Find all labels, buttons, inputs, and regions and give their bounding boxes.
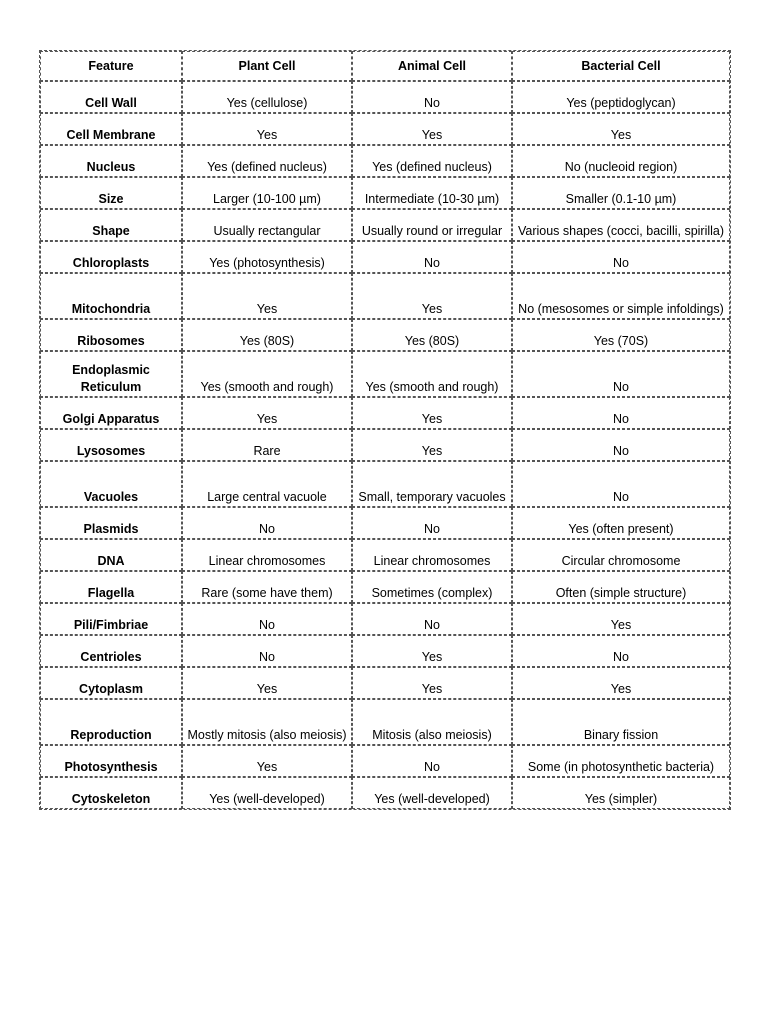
bacterial-cell-value: No (mesosomes or simple infoldings): [512, 273, 730, 319]
animal-cell-value: No: [352, 745, 512, 777]
feature-cell: Mitochondria: [40, 273, 182, 319]
feature-cell: Plasmids: [40, 507, 182, 539]
feature-cell: Ribosomes: [40, 319, 182, 351]
plant-cell-value: Large central vacuole: [182, 461, 352, 507]
feature-cell: Pili/Fimbriae: [40, 603, 182, 635]
table-row: [40, 351, 730, 397]
animal-cell-value: Sometimes (complex): [352, 571, 512, 603]
bacterial-cell-value: No: [512, 397, 730, 429]
plant-cell-value: Yes: [182, 745, 352, 777]
animal-cell-value: No: [352, 81, 512, 113]
animal-cell-value: Yes: [352, 667, 512, 699]
table-row: [40, 603, 730, 635]
animal-cell-value: Linear chromosomes: [352, 539, 512, 571]
plant-cell-value: Rare: [182, 429, 352, 461]
table-row: [40, 667, 730, 699]
feature-cell: Photosynthesis: [40, 745, 182, 777]
feature-cell: Flagella: [40, 571, 182, 603]
table-row: [40, 507, 730, 539]
table-row: [40, 209, 730, 241]
plant-cell-value: Yes: [182, 397, 352, 429]
feature-cell: DNA: [40, 539, 182, 571]
plant-cell-value: No: [182, 507, 352, 539]
plant-cell-value: Yes (defined nucleus): [182, 145, 352, 177]
header-feature: Feature: [40, 51, 182, 81]
animal-cell-value: Yes: [352, 397, 512, 429]
table-row: [40, 635, 730, 667]
table-row: [40, 745, 730, 777]
plant-cell-value: Yes: [182, 113, 352, 145]
animal-cell-value: Usually round or irregular: [352, 209, 512, 241]
table-row: [40, 777, 730, 809]
plant-cell-value: Yes (smooth and rough): [182, 351, 352, 397]
table-row: [40, 539, 730, 571]
bacterial-cell-value: Yes (70S): [512, 319, 730, 351]
animal-cell-value: No: [352, 603, 512, 635]
header-bacterial-cell: Bacterial Cell: [512, 51, 730, 81]
table-row: [40, 397, 730, 429]
animal-cell-value: Yes (smooth and rough): [352, 351, 512, 397]
table-row: [40, 241, 730, 273]
feature-cell: Shape: [40, 209, 182, 241]
feature-cell: Centrioles: [40, 635, 182, 667]
table-row: [40, 429, 730, 461]
table-row: [40, 699, 730, 745]
bacterial-cell-value: No: [512, 635, 730, 667]
plant-cell-value: Yes (well-developed): [182, 777, 352, 809]
plant-cell-value: Linear chromosomes: [182, 539, 352, 571]
plant-cell-value: Larger (10-100 µm): [182, 177, 352, 209]
table-row: [40, 461, 730, 507]
plant-cell-value: Mostly mitosis (also meiosis): [182, 699, 352, 745]
bacterial-cell-value: Yes: [512, 113, 730, 145]
animal-cell-value: Yes (well-developed): [352, 777, 512, 809]
animal-cell-value: Mitosis (also meiosis): [352, 699, 512, 745]
bacterial-cell-value: No: [512, 241, 730, 273]
plant-cell-value: Yes (80S): [182, 319, 352, 351]
bacterial-cell-value: Yes: [512, 667, 730, 699]
feature-cell: Cell Membrane: [40, 113, 182, 145]
cell-comparison-table: [39, 50, 731, 810]
header-animal-cell: Animal Cell: [352, 51, 512, 81]
table-row: [40, 145, 730, 177]
animal-cell-value: Intermediate (10-30 µm): [352, 177, 512, 209]
animal-cell-value: Yes: [352, 113, 512, 145]
plant-cell-value: Yes (cellulose): [182, 81, 352, 113]
plant-cell-value: No: [182, 635, 352, 667]
bacterial-cell-value: Binary fission: [512, 699, 730, 745]
bacterial-cell-value: No (nucleoid region): [512, 145, 730, 177]
animal-cell-value: Yes (defined nucleus): [352, 145, 512, 177]
animal-cell-value: Small, temporary vacuoles: [352, 461, 512, 507]
feature-cell: Cytoskeleton: [40, 777, 182, 809]
plant-cell-value: No: [182, 603, 352, 635]
feature-cell: Endoplasmic Reticulum: [40, 351, 182, 397]
bacterial-cell-value: Circular chromosome: [512, 539, 730, 571]
table-row: [40, 319, 730, 351]
plant-cell-value: Rare (some have them): [182, 571, 352, 603]
bacterial-cell-value: Smaller (0.1-10 µm): [512, 177, 730, 209]
feature-cell: Golgi Apparatus: [40, 397, 182, 429]
feature-cell: Cytoplasm: [40, 667, 182, 699]
table-header-row: [40, 51, 730, 81]
feature-cell: Chloroplasts: [40, 241, 182, 273]
feature-cell: Vacuoles: [40, 461, 182, 507]
bacterial-cell-value: No: [512, 461, 730, 507]
feature-cell: Lysosomes: [40, 429, 182, 461]
bacterial-cell-value: No: [512, 351, 730, 397]
bacterial-cell-value: No: [512, 429, 730, 461]
table-row: [40, 571, 730, 603]
animal-cell-value: No: [352, 241, 512, 273]
feature-cell: Reproduction: [40, 699, 182, 745]
bacterial-cell-value: Yes (often present): [512, 507, 730, 539]
header-plant-cell: Plant Cell: [182, 51, 352, 81]
plant-cell-value: Usually rectangular: [182, 209, 352, 241]
table-row: [40, 273, 730, 319]
plant-cell-value: Yes: [182, 273, 352, 319]
bacterial-cell-value: Often (simple structure): [512, 571, 730, 603]
animal-cell-value: Yes: [352, 635, 512, 667]
animal-cell-value: Yes (80S): [352, 319, 512, 351]
feature-cell: Size: [40, 177, 182, 209]
plant-cell-value: Yes (photosynthesis): [182, 241, 352, 273]
animal-cell-value: Yes: [352, 273, 512, 319]
animal-cell-value: Yes: [352, 429, 512, 461]
bacterial-cell-value: Yes (peptidoglycan): [512, 81, 730, 113]
plant-cell-value: Yes: [182, 667, 352, 699]
bacterial-cell-value: Yes (simpler): [512, 777, 730, 809]
feature-cell: Nucleus: [40, 145, 182, 177]
bacterial-cell-value: Yes: [512, 603, 730, 635]
table-row: [40, 177, 730, 209]
bacterial-cell-value: Various shapes (cocci, bacilli, spirilla): [512, 209, 730, 241]
table-row: [40, 113, 730, 145]
table-row: [40, 81, 730, 113]
bacterial-cell-value: Some (in photosynthetic bacteria): [512, 745, 730, 777]
animal-cell-value: No: [352, 507, 512, 539]
feature-cell: Cell Wall: [40, 81, 182, 113]
